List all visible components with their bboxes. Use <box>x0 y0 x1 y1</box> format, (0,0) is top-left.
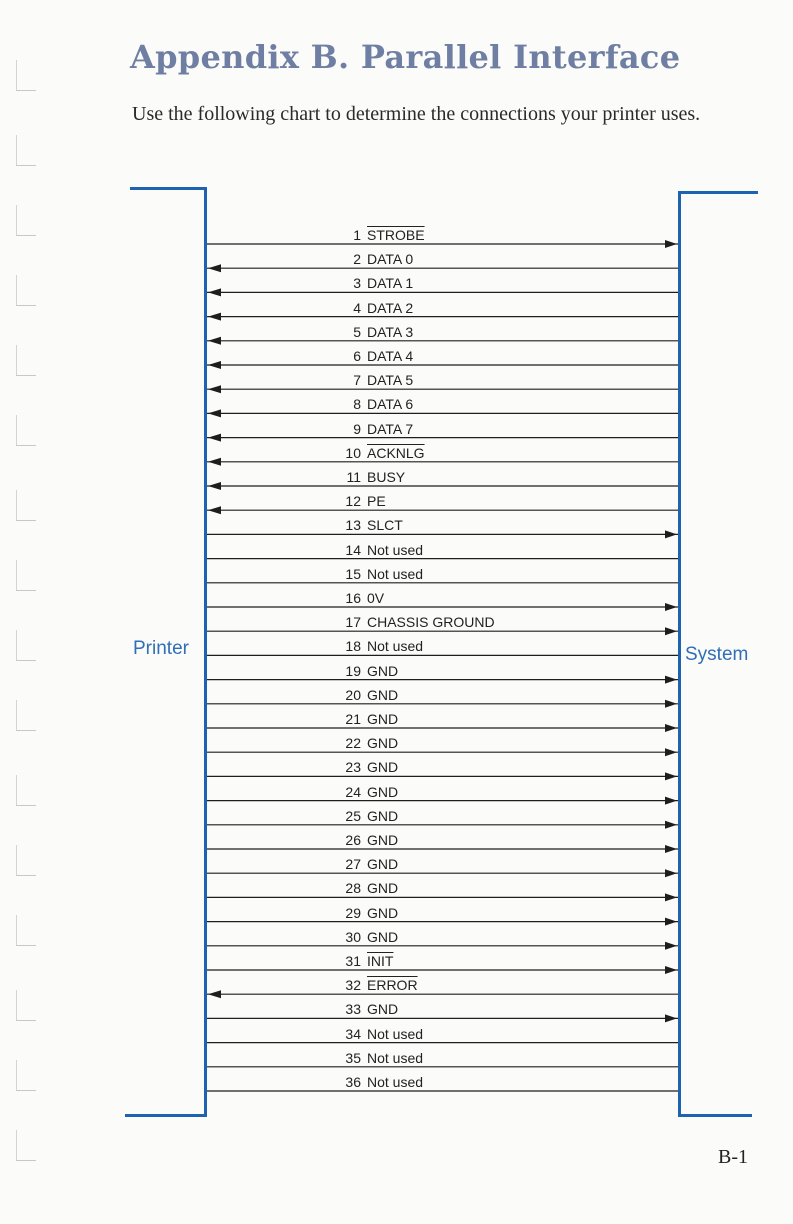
signal-label-pin-34 <box>337 1026 423 1042</box>
arrow-pin-21 <box>665 724 677 732</box>
signal-name: DATA 6 <box>367 396 414 413</box>
pin-number: 3 <box>353 275 361 292</box>
signal-label-pin-27 <box>337 856 398 872</box>
arrow-pin-28 <box>665 893 677 901</box>
signal-name: 0V <box>367 590 385 606</box>
signal-name: CHASSIS GROUND <box>367 614 495 631</box>
arrow-pin-23 <box>665 772 677 780</box>
signal-label-pin-9 <box>337 421 413 437</box>
signal-label-pin-24 <box>337 784 398 800</box>
signal-name: GND <box>367 832 399 848</box>
arrow-pin-7 <box>208 385 221 393</box>
signal-name: DATA 2 <box>367 299 414 316</box>
signal-label-pin-28 <box>337 880 398 896</box>
arrow-pin-26 <box>665 845 677 853</box>
signal-name: ERROR <box>367 977 418 994</box>
signal-label-pin-18 <box>337 638 423 654</box>
signal-label-pin-32 <box>337 977 418 993</box>
pin-number: 14 <box>345 541 361 558</box>
pin-number: 4 <box>353 299 361 316</box>
signal-name: Not used <box>367 541 424 558</box>
signal-label-pin-11 <box>337 469 405 485</box>
signal-label-pin-12 <box>337 493 386 509</box>
signal-label-pin-17 <box>337 614 495 630</box>
arrow-pin-3 <box>208 288 221 296</box>
arrow-pin-5 <box>208 337 221 345</box>
pin-number: 22 <box>345 735 361 752</box>
signal-label-pin-25 <box>337 808 398 824</box>
arrow-pin-1 <box>665 240 677 248</box>
pin-number: 7 <box>353 372 361 389</box>
signal-name: Not used <box>367 1025 424 1042</box>
signal-name: Not used <box>367 565 424 582</box>
signal-label-pin-8 <box>337 396 413 412</box>
arrow-pin-4 <box>208 313 221 321</box>
arrow-pin-31 <box>665 966 677 974</box>
signal-name: DATA 5 <box>367 372 414 389</box>
signal-label-pin-5 <box>337 324 413 340</box>
signal-name: GND <box>367 807 399 824</box>
pin-number: 5 <box>353 323 361 340</box>
arrow-pin-9 <box>208 434 221 442</box>
signal-label-pin-36 <box>337 1074 423 1090</box>
signal-name: GND <box>367 735 399 752</box>
pin-number: 19 <box>345 662 361 679</box>
signal-name: GND <box>367 904 399 921</box>
pin-number: 2 <box>353 251 361 268</box>
signal-label-pin-20 <box>337 687 398 703</box>
pin-number: 21 <box>345 711 361 727</box>
pin-number: 10 <box>345 444 361 461</box>
arrow-pin-20 <box>665 700 677 708</box>
signal-name: GND <box>367 711 399 727</box>
signal-label-pin-13 <box>337 517 403 533</box>
arrow-pin-22 <box>665 748 677 756</box>
pin-number: 1 <box>353 227 361 243</box>
page-title: Appendix B. Parallel Interface <box>130 38 681 76</box>
arrow-pin-19 <box>665 676 677 684</box>
signal-name: DATA 0 <box>367 251 414 268</box>
arrow-pin-6 <box>208 361 221 369</box>
pin-number: 32 <box>345 977 361 994</box>
signal-name: GND <box>367 1001 399 1018</box>
signal-name: STROBE <box>367 227 425 243</box>
pin-number: 27 <box>345 856 361 873</box>
pin-number: 8 <box>353 396 361 413</box>
signal-label-pin-31 <box>337 953 393 969</box>
signal-name: SLCT <box>367 517 403 534</box>
intro-text: Use the following chart to determine the connections your printer uses. <box>132 103 701 125</box>
pin-number: 18 <box>345 638 361 655</box>
pin-number: 29 <box>345 904 361 921</box>
arrow-pin-17 <box>665 627 677 635</box>
pin-number: 26 <box>345 832 361 848</box>
pin-number: 34 <box>345 1025 361 1042</box>
pin-number: 11 <box>346 469 361 485</box>
signal-label-pin-33 <box>337 1001 398 1017</box>
signal-label-pin-6 <box>337 348 413 364</box>
pin-number: 17 <box>345 614 361 631</box>
signal-label-pin-10 <box>337 445 425 461</box>
signal-name: DATA 3 <box>367 323 414 340</box>
signal-name: DATA 1 <box>367 275 414 292</box>
pin-number: 6 <box>353 348 361 364</box>
signal-name: GND <box>367 662 399 679</box>
signal-name: GND <box>367 686 399 703</box>
pin-number: 31 <box>345 953 361 969</box>
printer-label: Printer <box>133 638 189 659</box>
signal-name: BUSY <box>367 469 406 485</box>
signal-label-pin-29 <box>337 905 398 921</box>
arrow-pin-24 <box>665 797 677 805</box>
pin-number: 13 <box>345 517 361 534</box>
pin-number: 15 <box>345 565 361 582</box>
pin-number: 28 <box>345 880 361 897</box>
pin-number: 30 <box>345 928 361 945</box>
arrow-pin-27 <box>665 869 677 877</box>
signal-label-pin-2 <box>337 251 413 267</box>
pin-number: 16 <box>345 590 361 606</box>
signal-label-pin-4 <box>337 300 413 316</box>
signal-name: Not used <box>367 1049 424 1066</box>
signal-label-pin-22 <box>337 735 398 751</box>
page-number: B-1 <box>718 1146 748 1168</box>
pin-number: 12 <box>345 493 361 510</box>
signal-name: GND <box>367 759 399 776</box>
signal-name: GND <box>367 928 399 945</box>
signal-name: GND <box>367 880 399 897</box>
signal-name: Not used <box>367 1074 424 1090</box>
signal-name: PE <box>367 493 386 510</box>
signal-label-pin-7 <box>337 372 413 388</box>
arrow-pin-33 <box>665 1014 677 1022</box>
arrow-pin-11 <box>208 482 221 490</box>
signal-name: DATA 4 <box>367 348 414 364</box>
signal-name: GND <box>367 856 399 873</box>
arrow-pin-12 <box>208 506 221 514</box>
signal-label-pin-1 <box>337 227 425 243</box>
arrow-pin-32 <box>208 990 221 998</box>
signal-label-pin-15 <box>337 566 423 582</box>
signal-label-pin-19 <box>337 663 398 679</box>
signal-name: Not used <box>367 638 424 655</box>
pin-number: 23 <box>345 759 361 776</box>
signal-label-pin-23 <box>337 759 398 775</box>
arrow-pin-25 <box>665 821 677 829</box>
arrow-pin-29 <box>665 918 677 926</box>
signal-label-pin-14 <box>337 542 423 558</box>
signal-label-pin-26 <box>337 832 398 848</box>
pin-number: 24 <box>345 783 361 800</box>
arrow-pin-2 <box>208 264 221 272</box>
pin-number: 20 <box>345 686 361 703</box>
arrow-pin-30 <box>665 942 677 950</box>
arrow-pin-16 <box>665 603 677 611</box>
signal-label-pin-30 <box>337 929 398 945</box>
pin-number: 36 <box>345 1074 361 1090</box>
signal-label-pin-3 <box>337 275 413 291</box>
arrow-pin-13 <box>665 530 677 538</box>
pin-number: 25 <box>345 807 361 824</box>
pin-number: 33 <box>345 1001 361 1018</box>
system-label: System <box>685 644 749 665</box>
arrow-pin-8 <box>208 409 221 417</box>
signal-label-pin-16 <box>337 590 384 606</box>
pin-number: 9 <box>353 420 361 437</box>
signal-name: DATA 7 <box>367 420 414 437</box>
signal-name: INIT <box>367 953 394 969</box>
signal-label-pin-35 <box>337 1050 423 1066</box>
arrow-pin-10 <box>208 458 221 466</box>
signal-label-pin-21 <box>337 711 398 727</box>
pin-number: 35 <box>345 1049 361 1066</box>
signal-name: GND <box>367 783 399 800</box>
signal-name: ACKNLG <box>367 444 425 461</box>
